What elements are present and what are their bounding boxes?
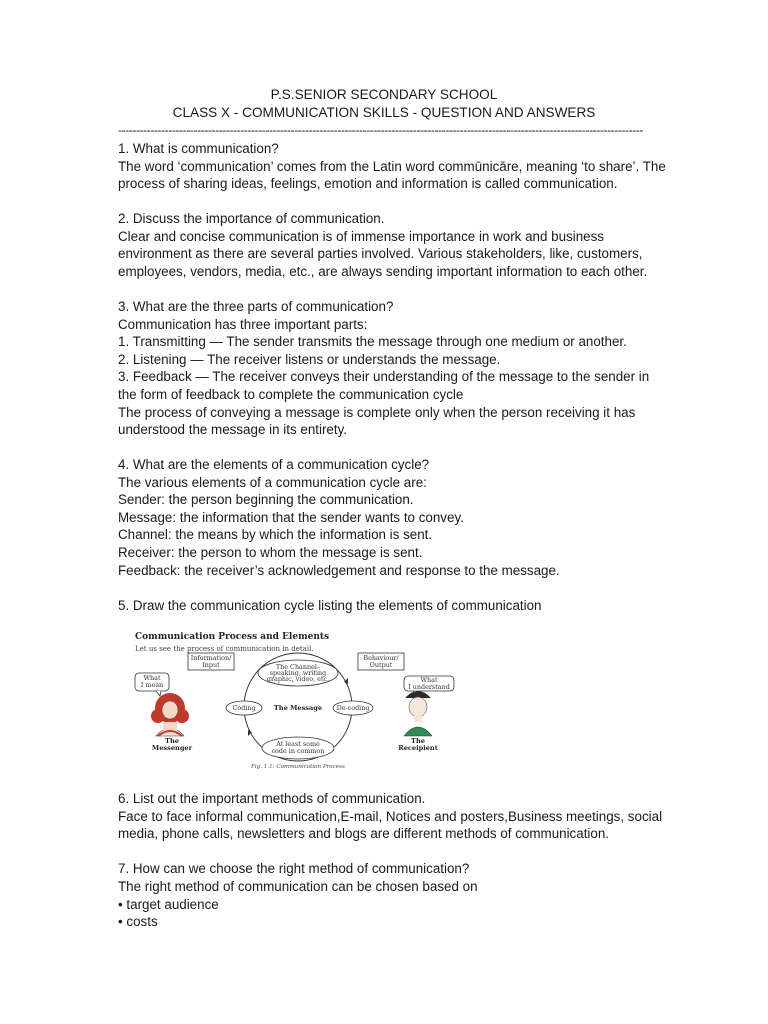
answer-7-line: The right method of communication can be chosen based on	[118, 878, 478, 894]
question-2: 2. Discuss the importance of communication.	[118, 211, 385, 227]
channel-label: The Channel–	[275, 663, 321, 672]
what-i-mean-label: I mean	[140, 681, 164, 690]
channel-label: speaking, writing	[269, 669, 327, 678]
what-i-understand-label: What	[420, 676, 438, 685]
document-body	[118, 140, 666, 931]
decoding-label: De-coding	[336, 704, 370, 713]
answer-4-line: Channel: the means by which the information is sent.	[118, 527, 433, 543]
messenger-label: Messenger	[151, 744, 193, 753]
what-i-understand-label: I understand	[408, 683, 450, 692]
document-header	[0, 86, 768, 122]
answer-3-line: 3. Feedback — The receiver conveys their understanding of the message to the sender in	[118, 369, 650, 385]
document-title: CLASS X - COMMUNICATION SKILLS - QUESTION AND ANSWERS	[172, 105, 596, 120]
question-5: 5. Draw the communication cycle listing the elements of communication	[118, 597, 542, 613]
question-7: 7. How can we choose the right method of communication?	[118, 861, 470, 877]
recipient-illustration	[404, 691, 432, 736]
communication-cycle-diagram	[118, 624, 480, 768]
answer-4-line: Receiver: the person to whom the message is sent.	[118, 545, 423, 561]
figure-title: Communication Process and Elements	[135, 632, 330, 643]
message-label: The Message	[273, 704, 323, 713]
figure-caption: Fig. 1.1: Communication Process	[251, 764, 345, 771]
answer-3-line: 1. Transmitting — The sender transmits the message through one medium or another.	[118, 334, 627, 350]
answer-2-line: environment as there are several parties involved. Various stakeholders, like, customers,	[118, 246, 643, 262]
answer-1-line: The word ‘communication’ comes from the Latin word commūnicāre, meaning ‘to share’. The	[118, 158, 666, 174]
channel-label: graphic, video, etc.	[266, 675, 330, 684]
common-code-label: code in common	[271, 747, 325, 756]
info-input-label: Input	[202, 661, 220, 670]
answer-7-bullet: • target audience	[118, 896, 219, 912]
answer-7-bullet: • costs	[118, 914, 158, 930]
school-name: P.S.SENIOR SECONDARY SCHOOL	[270, 87, 498, 102]
messenger-illustration	[151, 693, 189, 736]
answer-2-line: Clear and concise communication is of immense importance in work and business	[118, 228, 605, 244]
answer-4-line: The various elements of a communication cycle are:	[118, 474, 427, 490]
answer-4-line: Sender: the person beginning the communication.	[118, 492, 414, 508]
answer-6-line: Face to face informal communication,E-mail, Notices and posters,Business meetings, social	[118, 808, 663, 824]
answer-1-line: process of sharing ideas, feelings, emotion and information is called communication.	[118, 176, 618, 192]
behaviour-output-label: Output	[369, 661, 393, 670]
info-input-label: Information/	[190, 654, 232, 663]
answer-3-line: 2. Listening — The receiver listens or understands the message.	[118, 351, 501, 367]
answer-4-line: Message: the information that the sender wants to convey.	[118, 509, 464, 525]
question-1: 1. What is communication?	[118, 141, 279, 156]
recipient-label: Receipient	[398, 744, 438, 753]
answer-6-line: media, phone calls, newsletters and blogs are different methods of communication.	[118, 826, 610, 842]
divider-rule: --------------------------------------------------------------------------------------------------------------------------------------------------	[118, 123, 644, 137]
answer-3-line: the form of feedback to complete the communication cycle	[118, 386, 464, 402]
question-6: 6. List out the important methods of communication.	[118, 791, 426, 807]
common-code-label: At least some	[276, 740, 320, 749]
answer-2-line: employees, vendors, media, etc., are always sending important information to each other.	[118, 263, 648, 279]
answer-3-line: understood the message in its entirety.	[118, 422, 348, 438]
communication-cycle-figure	[118, 624, 480, 771]
figure-subtitle: Let us see the process of communication in detail.	[135, 645, 314, 654]
coding-label: Coding	[232, 704, 256, 713]
question-3: 3. What are the three parts of communication?	[118, 298, 394, 314]
answer-3-line: The process of conveying a message is complete only when the person receiving it has	[118, 404, 636, 420]
messenger-label: The	[165, 737, 179, 746]
question-4: 4. What are the elements of a communication cycle?	[118, 457, 430, 473]
answer-4-line: Feedback: the receiver’s acknowledgement and response to the message.	[118, 562, 560, 578]
answer-3-line: Communication has three important parts:	[118, 316, 368, 332]
behaviour-output-label: Behaviour/	[363, 654, 399, 663]
what-i-mean-label: What	[143, 674, 161, 683]
recipient-label: The	[411, 737, 425, 746]
